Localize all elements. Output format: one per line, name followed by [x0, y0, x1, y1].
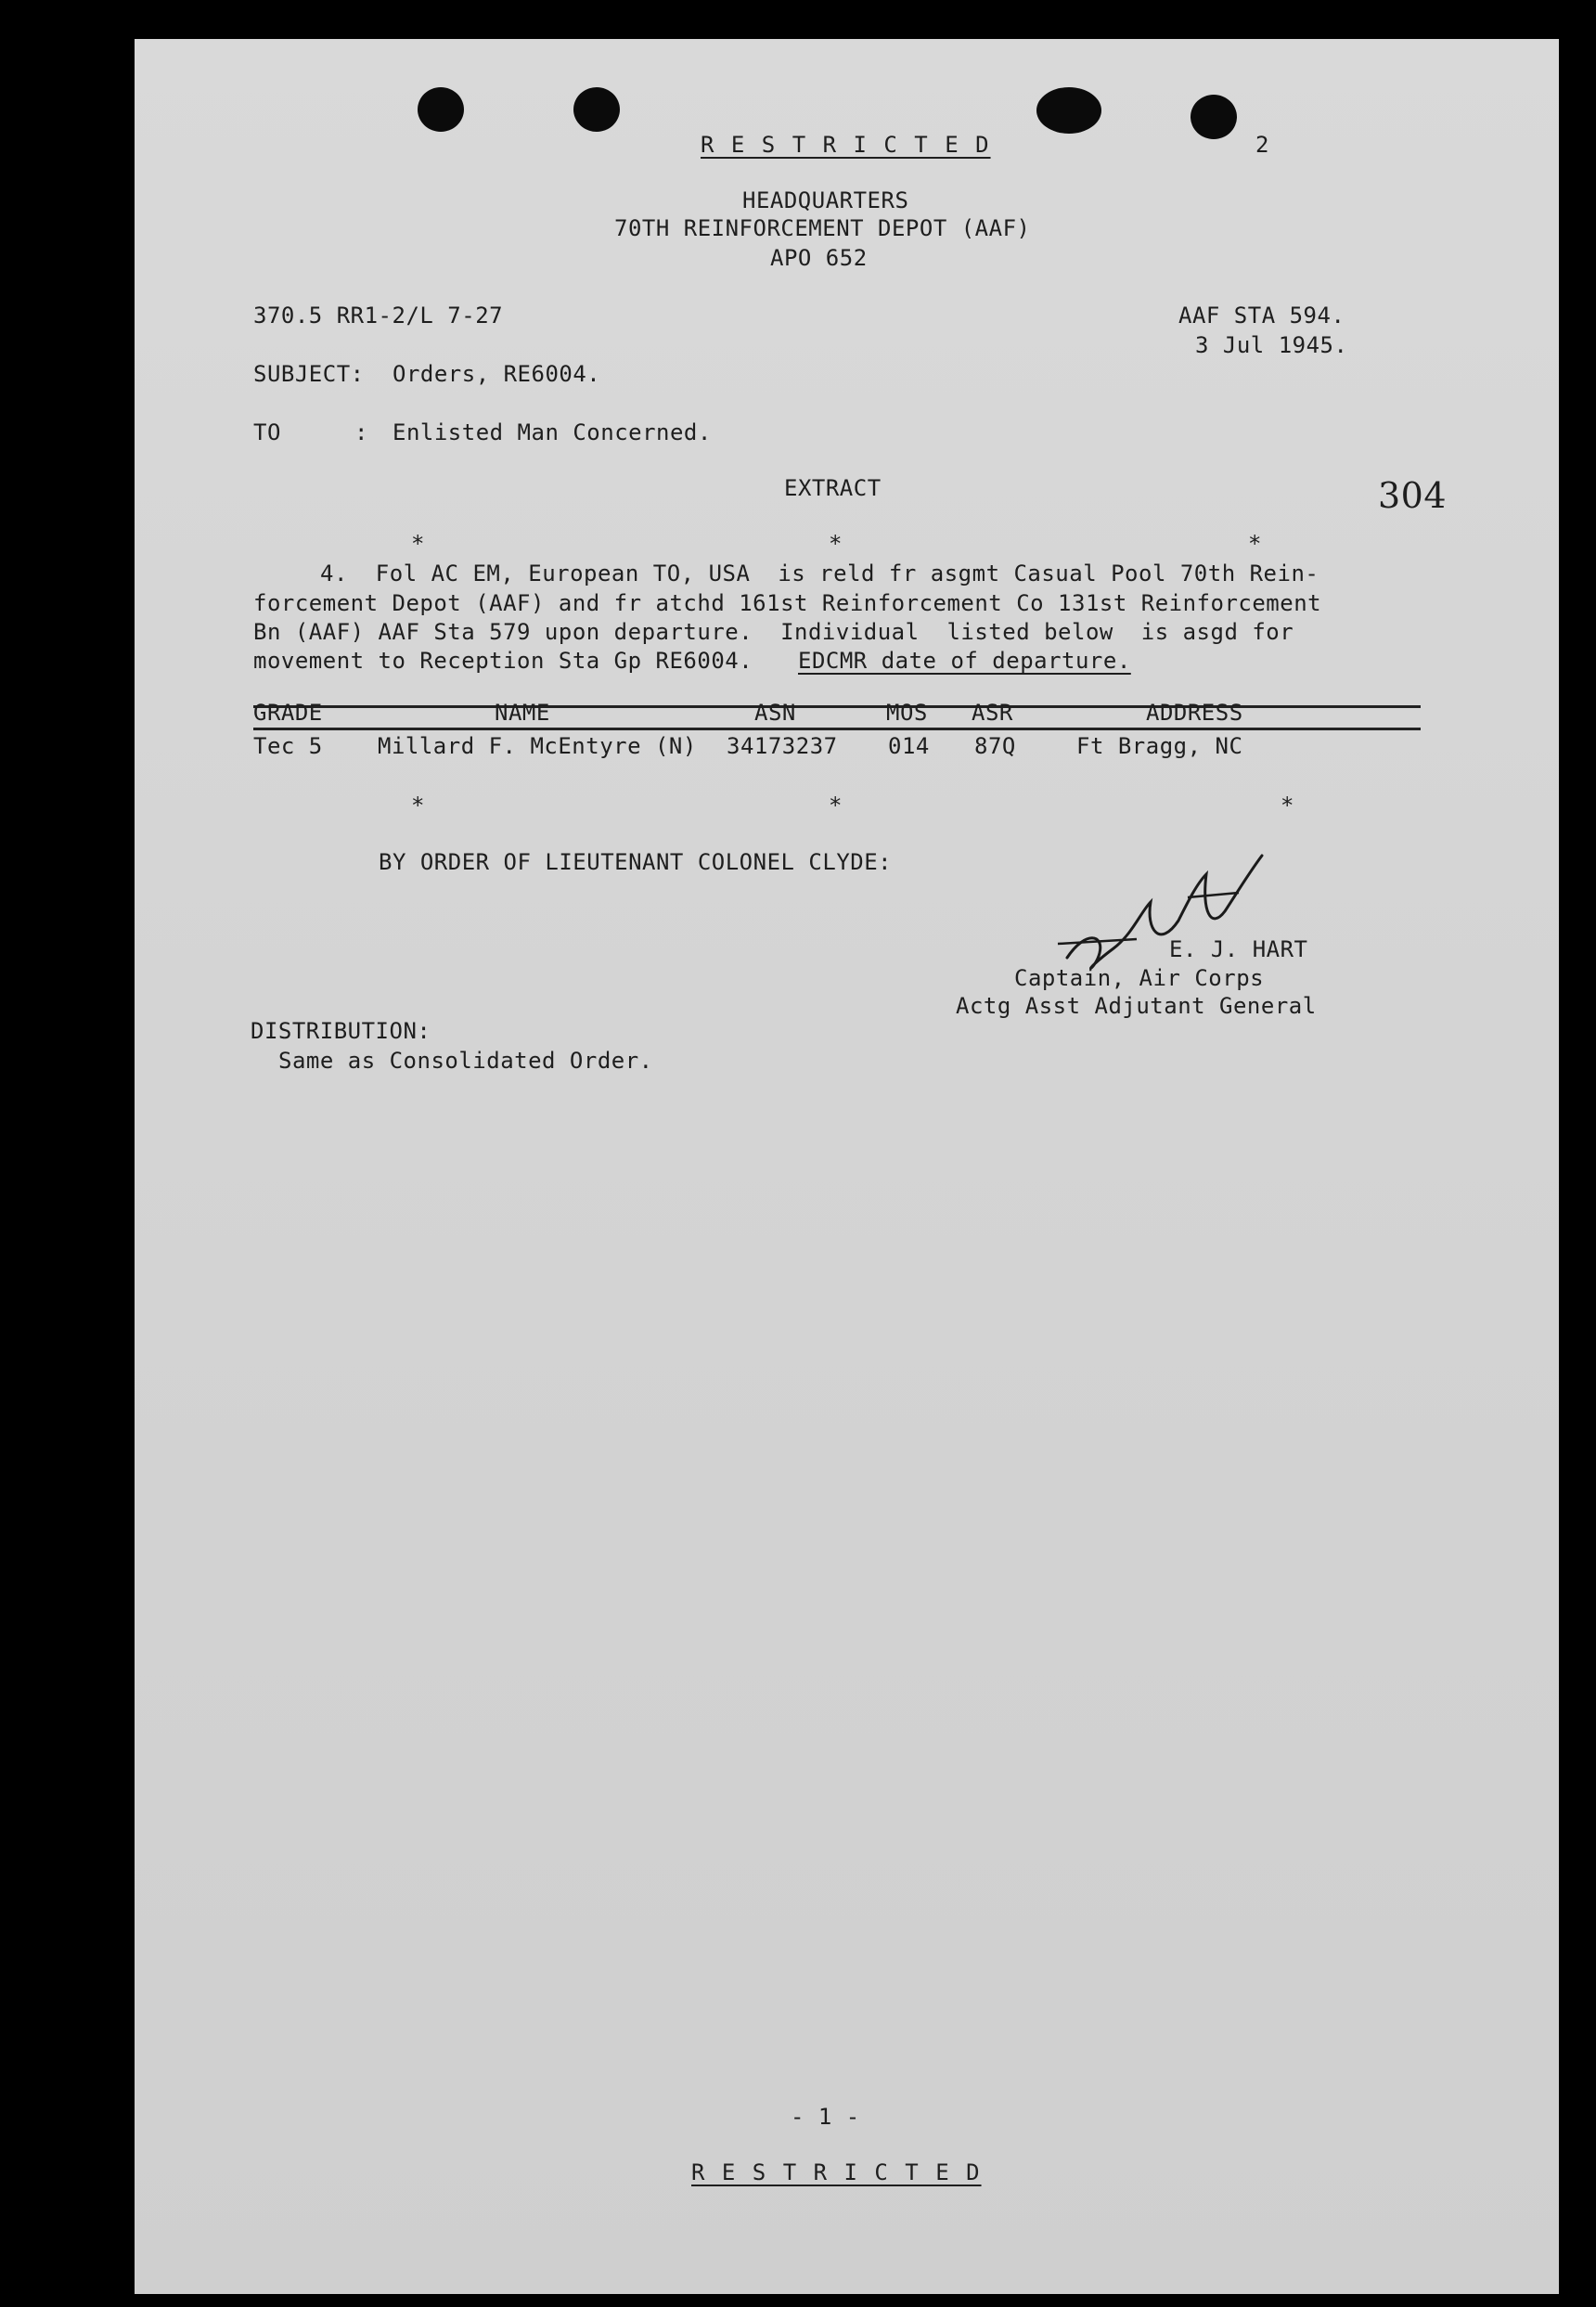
paragraph-line-4b: EDCMR date of departure.	[798, 648, 1131, 674]
asterisk: *	[829, 793, 843, 818]
signer-title: Actg Asst Adjutant General	[956, 993, 1317, 1019]
distribution-label: DISTRIBUTION:	[251, 1018, 431, 1044]
document-page	[135, 39, 1559, 2294]
classification-header: R E S T R I C T E D	[701, 132, 991, 158]
asterisk: *	[1281, 793, 1294, 818]
punch-hole	[1036, 87, 1101, 134]
org-line-2: 70TH REINFORCEMENT DEPOT (AAF)	[614, 215, 1031, 241]
classification-footer: R E S T R I C T E D	[691, 2159, 982, 2185]
table-header-grade: GRADE	[253, 700, 323, 726]
paragraph-line-3: Bn (AAF) AAF Sta 579 upon departure. Individual listed below is asgd for	[253, 619, 1294, 645]
table-rule-top	[253, 705, 1421, 708]
table-cell-asn: 34173237	[727, 733, 838, 759]
distribution-value: Same as Consolidated Order.	[278, 1048, 653, 1074]
table-cell-asr: 87Q	[974, 733, 1016, 759]
table-header-asr: ASR	[972, 700, 1013, 726]
signer-rank: Captain, Air Corps	[1014, 965, 1265, 991]
page-ref: 2	[1255, 132, 1269, 158]
paragraph-line-4a: movement to Reception Sta Gp RE6004.	[253, 648, 767, 674]
punch-hole	[1191, 95, 1237, 139]
table-cell-name: Millard F. McEntyre (N)	[378, 733, 697, 759]
table-cell-address: Ft Bragg, NC	[1076, 733, 1243, 759]
station: AAF STA 594.	[1178, 303, 1345, 329]
paragraph-line-2: forcement Depot (AAF) and fr atchd 161st Reinforcement Co 131st Reinforcement	[253, 590, 1322, 616]
table-rule-mid	[253, 728, 1421, 730]
table-cell-mos: 014	[888, 733, 930, 759]
to-value: Enlisted Man Concerned.	[393, 419, 712, 445]
table-header-address: ADDRESS	[1146, 700, 1243, 726]
subject-value: Orders, RE6004.	[393, 361, 601, 387]
table-header-mos: MOS	[886, 700, 928, 726]
table-header-asn: ASN	[754, 700, 796, 726]
order-line: BY ORDER OF LIEUTENANT COLONEL CLYDE:	[379, 849, 893, 875]
punch-hole	[573, 87, 620, 132]
subject-label: SUBJECT:	[253, 361, 365, 387]
file-reference: 370.5 RR1-2/L 7-27	[253, 303, 504, 329]
extract-label: EXTRACT	[784, 475, 882, 501]
table-header-name: NAME	[495, 700, 550, 726]
asterisk: *	[829, 531, 843, 557]
page-number: - 1 -	[791, 2104, 860, 2130]
table-cell-grade: Tec 5	[253, 733, 323, 759]
asterisk: *	[411, 793, 425, 818]
asterisk: *	[411, 531, 425, 557]
signer-name: E. J. HART	[1169, 936, 1308, 962]
handwritten-number: 304	[1378, 475, 1448, 516]
paragraph-line-1: 4. Fol AC EM, European TO, USA is reld fr asgmt Casual Pool 70th Rein-	[320, 561, 1319, 586]
to-label: TO	[253, 419, 281, 445]
date: 3 Jul 1945.	[1195, 332, 1348, 358]
org-line-1: HEADQUARTERS	[742, 187, 909, 213]
org-line-3: APO 652	[770, 245, 868, 271]
to-separator: :	[354, 419, 368, 445]
asterisk: *	[1248, 531, 1262, 557]
punch-hole	[418, 87, 464, 132]
